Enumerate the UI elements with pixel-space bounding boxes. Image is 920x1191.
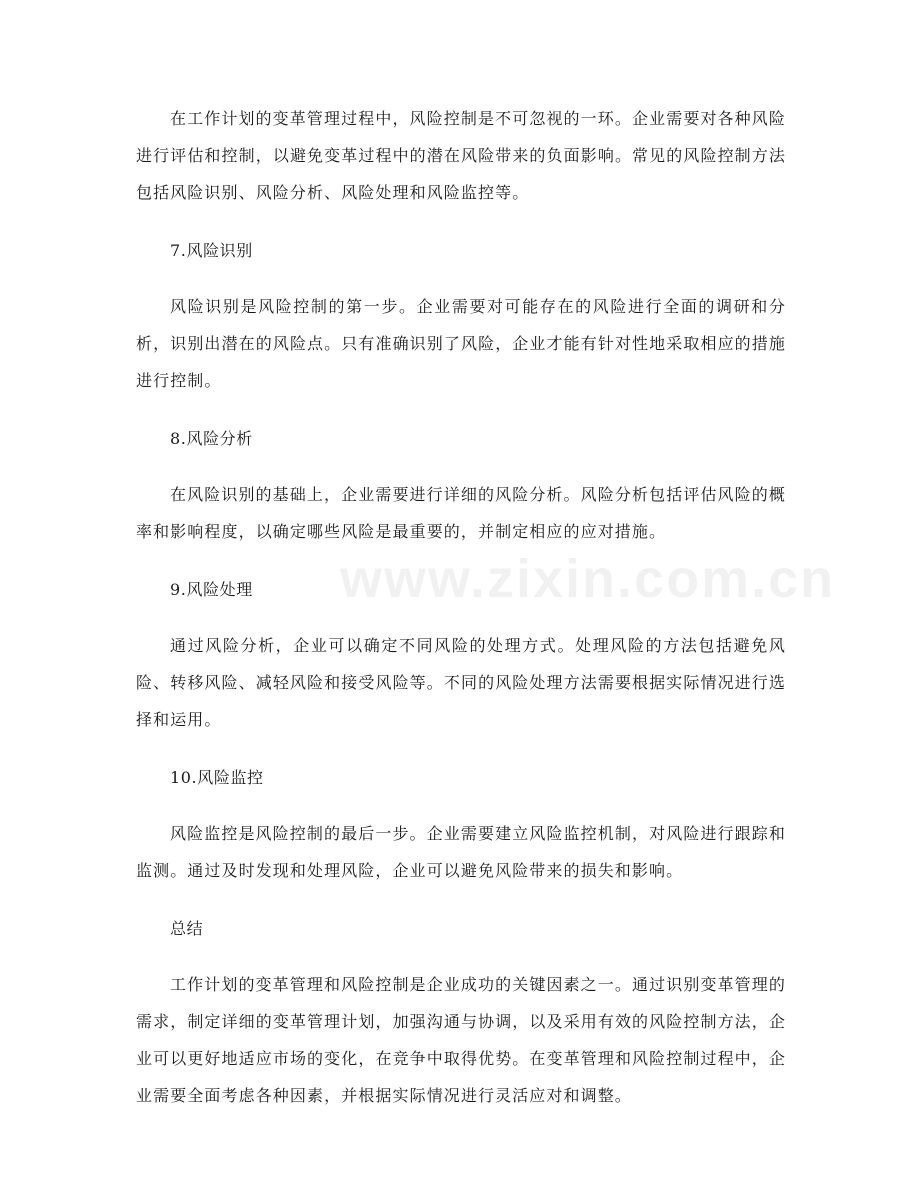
heading-risk-identification: 7.风险识别 bbox=[170, 241, 253, 260]
heading-risk-monitoring: 10.风险监控 bbox=[170, 768, 264, 787]
document-body bbox=[136, 100, 786, 1114]
heading-summary: 总结 bbox=[170, 919, 204, 938]
intro-paragraph: 在工作计划的变革管理过程中，风险控制是不可忽视的一环。企业需要对各种风险进行评估和控制，以避免变革过程中的潜在风险带来的负面影响。常见的风险控制方法包括风险识别、风险分析、风险处理和风险监控等。 bbox=[136, 109, 786, 202]
paragraph-risk-monitoring: 风险监控是风险控制的最后一步。企业需要建立风险监控机制，对风险进行跟踪和监测。通过及时发现和处理风险，企业可以避免风险带来的损失和影响。 bbox=[136, 824, 786, 880]
heading-risk-analysis: 8.风险分析 bbox=[170, 429, 253, 448]
paragraph-risk-analysis: 在风险识别的基础上，企业需要进行详细的风险分析。风险分析包括评估风险的概率和影响程度，以确定哪些风险是最重要的，并制定相应的应对措施。 bbox=[136, 485, 786, 541]
paragraph-summary: 工作计划的变革管理和风险控制是企业成功的关键因素之一。通过识别变革管理的需求，制定详细的变革管理计划，加强沟通与协调，以及采用有效的风险控制方法，企业可以更好地适应市场的变化，在竞争中取得优势。在变革管理和风险控制过程中，企业需要全面考虑各种因素，并根据实际情况进行灵活应对和调整。 bbox=[136, 975, 786, 1105]
heading-risk-handling: 9.风险处理 bbox=[170, 580, 253, 599]
paragraph-risk-handling: 通过风险分析，企业可以确定不同风险的处理方式。处理风险的方法包括避免风险、转移风险、减轻风险和接受风险等。不同的风险处理方法需要根据实际情况进行选择和运用。 bbox=[136, 636, 786, 729]
paragraph-risk-identification: 风险识别是风险控制的第一步。企业需要对可能存在的风险进行全面的调研和分析，识别出潜在的风险点。只有准确识别了风险，企业才能有针对性地采取相应的措施进行控制。 bbox=[136, 297, 786, 390]
watermark: www.zixin.com.cn bbox=[340, 549, 836, 609]
